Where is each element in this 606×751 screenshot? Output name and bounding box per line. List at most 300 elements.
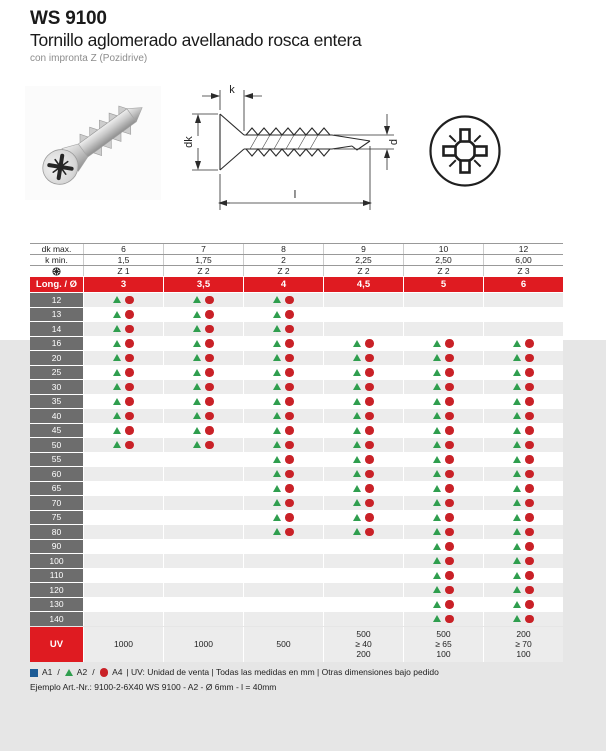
availability-cell <box>324 482 403 496</box>
a2-triangle-icon <box>433 543 441 550</box>
length-label: 120 <box>30 583 83 597</box>
a4-circle-icon <box>525 368 534 377</box>
uv-value-line: 100 <box>436 649 451 659</box>
a2-triangle-icon <box>353 470 361 477</box>
availability-cell <box>324 293 403 307</box>
availability-cell <box>404 540 483 554</box>
dim-label-d: d <box>388 138 400 146</box>
a2-triangle-icon <box>433 398 441 405</box>
a4-circle-icon <box>125 310 134 319</box>
a2-triangle-icon <box>433 528 441 535</box>
availability-cell <box>244 337 323 351</box>
availability-cell <box>404 366 483 380</box>
availability-cell <box>164 453 243 467</box>
length-label: 45 <box>30 424 83 438</box>
diameter-header-label: Long. / Ø <box>30 277 83 292</box>
spec-value: 2,50 <box>403 255 483 265</box>
a2-triangle-icon <box>433 557 441 564</box>
diameter-value: 3,5 <box>164 277 243 292</box>
availability-cell <box>84 395 163 409</box>
a2-triangle-icon <box>113 325 121 332</box>
a2-triangle-icon <box>113 383 121 390</box>
length-label: 110 <box>30 569 83 583</box>
a2-triangle-icon <box>273 514 281 521</box>
diameter-value: 4,5 <box>324 277 403 292</box>
a2-triangle-icon <box>353 354 361 361</box>
uv-row <box>30 627 563 662</box>
spec-row-drive <box>30 265 563 276</box>
availability-cell <box>84 409 163 423</box>
a4-circle-icon <box>125 368 134 377</box>
a4-circle-icon <box>205 412 214 421</box>
availability-cell <box>84 366 163 380</box>
a4-circle-icon <box>125 426 134 435</box>
a4-circle-icon <box>445 542 454 551</box>
availability-cell <box>484 598 563 612</box>
a2-triangle-icon <box>433 369 441 376</box>
a4-circle-icon <box>445 600 454 609</box>
a2-triangle-icon <box>433 456 441 463</box>
a4-circle-icon <box>285 354 294 363</box>
a4-circle-icon <box>205 426 214 435</box>
a4-circle-icon <box>365 484 374 493</box>
availability-cell <box>324 511 403 525</box>
a4-circle-icon <box>100 668 109 677</box>
a4-circle-icon <box>285 513 294 522</box>
availability-cell <box>84 322 163 336</box>
spec-value: Z 2 <box>403 266 483 276</box>
a2-triangle-icon <box>193 340 201 347</box>
a2-triangle-icon <box>113 412 121 419</box>
a2-triangle-icon <box>433 427 441 434</box>
length-label: 90 <box>30 540 83 554</box>
a2-triangle-icon <box>193 311 201 318</box>
uv-value-line: 1000 <box>114 639 133 649</box>
a2-triangle-icon <box>273 412 281 419</box>
availability-cell <box>324 409 403 423</box>
example-line: Ejemplo Art.-Nr.: 9100-2-6X40 WS 9100 - A2 - Ø 6mm - l = 40mm <box>30 682 277 692</box>
legend-notes: | UV: Unidad de venta | Todas las medidas en mm | Otras dimensiones bajo pedido <box>126 667 439 677</box>
a2-triangle-icon <box>353 340 361 347</box>
availability-cell <box>244 424 323 438</box>
availability-cell <box>244 467 323 481</box>
a4-circle-icon <box>525 513 534 522</box>
availability-cell <box>404 351 483 365</box>
uv-value-cell <box>244 627 323 662</box>
a2-triangle-icon <box>273 470 281 477</box>
availability-cell <box>244 351 323 365</box>
availability-cell <box>404 525 483 539</box>
availability-cell <box>244 511 323 525</box>
a4-circle-icon <box>285 383 294 392</box>
a4-circle-icon <box>285 426 294 435</box>
spec-value: 2 <box>243 255 323 265</box>
length-label: 16 <box>30 337 83 351</box>
length-label: 25 <box>30 366 83 380</box>
a4-circle-icon <box>285 339 294 348</box>
availability-cell <box>404 380 483 394</box>
availability-cell <box>324 540 403 554</box>
availability-cell <box>484 467 563 481</box>
length-label: 60 <box>30 467 83 481</box>
a4-circle-icon <box>285 470 294 479</box>
availability-cell <box>84 496 163 510</box>
a2-triangle-icon <box>273 296 281 303</box>
dim-label-k: k <box>229 84 235 96</box>
availability-cell <box>484 409 563 423</box>
a2-triangle-icon <box>433 441 441 448</box>
availability-cell <box>164 293 243 307</box>
spec-value: 12 <box>483 244 563 254</box>
a4-circle-icon <box>125 383 134 392</box>
a2-triangle-icon <box>273 456 281 463</box>
a2-triangle-icon <box>433 383 441 390</box>
availability-cell <box>324 554 403 568</box>
availability-cell <box>164 525 243 539</box>
availability-cell <box>244 554 323 568</box>
a4-circle-icon <box>285 412 294 421</box>
a2-triangle-icon <box>433 572 441 579</box>
a4-circle-icon <box>205 296 214 305</box>
a4-circle-icon <box>365 441 374 450</box>
availability-cell <box>324 366 403 380</box>
availability-cell <box>84 598 163 612</box>
spec-value: 6 <box>83 244 163 254</box>
availability-cell <box>84 612 163 626</box>
a2-triangle-icon <box>273 398 281 405</box>
screw-photo <box>25 86 161 200</box>
length-label: 75 <box>30 511 83 525</box>
length-label: 100 <box>30 554 83 568</box>
availability-cell <box>404 424 483 438</box>
a4-circle-icon <box>525 470 534 479</box>
availability-cell <box>164 540 243 554</box>
a4-circle-icon <box>525 528 534 537</box>
spec-value: 9 <box>323 244 403 254</box>
a2-triangle-icon <box>513 427 521 434</box>
availability-cell <box>484 308 563 322</box>
a2-triangle-icon <box>65 669 73 676</box>
a4-circle-icon <box>365 397 374 406</box>
a4-circle-icon <box>525 542 534 551</box>
a4-circle-icon <box>525 455 534 464</box>
a2-triangle-icon <box>433 586 441 593</box>
spec-value: Z 2 <box>163 266 243 276</box>
uv-value-line: 1000 <box>194 639 213 649</box>
a2-triangle-icon <box>113 311 121 318</box>
a2-triangle-icon <box>433 514 441 521</box>
a2-triangle-icon <box>433 485 441 492</box>
a2-triangle-icon <box>513 340 521 347</box>
uv-value-line: 500 <box>276 639 291 649</box>
page-footer <box>30 667 439 693</box>
availability-cell <box>484 366 563 380</box>
spec-label-k-min: k min. <box>45 255 68 265</box>
a4-circle-icon <box>125 412 134 421</box>
length-label: 40 <box>30 409 83 423</box>
a2-triangle-icon <box>513 601 521 608</box>
a2-triangle-icon <box>513 383 521 390</box>
availability-cell <box>484 569 563 583</box>
a2-triangle-icon <box>353 398 361 405</box>
a4-circle-icon <box>525 600 534 609</box>
a4-circle-icon <box>525 571 534 580</box>
a4-circle-icon <box>445 354 454 363</box>
a2-triangle-icon <box>353 514 361 521</box>
availability-cell <box>404 496 483 510</box>
availability-cell <box>164 612 243 626</box>
a4-circle-icon <box>445 412 454 421</box>
availability-cell <box>84 511 163 525</box>
a2-triangle-icon <box>193 398 201 405</box>
a4-circle-icon <box>525 383 534 392</box>
a4-circle-icon <box>205 383 214 392</box>
a4-circle-icon <box>205 354 214 363</box>
page-subtitle: Tornillo aglomerado avellanado rosca entera <box>30 30 362 50</box>
availability-cell <box>484 351 563 365</box>
availability-cell <box>244 525 323 539</box>
a4-circle-icon <box>445 339 454 348</box>
uv-value-cell <box>484 627 563 662</box>
a2-triangle-icon <box>353 499 361 506</box>
a4-circle-icon <box>205 397 214 406</box>
a4-circle-icon <box>525 339 534 348</box>
availability-cell <box>244 583 323 597</box>
uv-value-line: 500 <box>356 629 371 639</box>
a2-triangle-icon <box>113 398 121 405</box>
a2-triangle-icon <box>353 485 361 492</box>
availability-cell <box>324 612 403 626</box>
a2-triangle-icon <box>513 470 521 477</box>
a2-triangle-icon <box>353 383 361 390</box>
spec-value: 1,75 <box>163 255 243 265</box>
uv-label: UV <box>30 627 83 662</box>
a4-circle-icon <box>445 470 454 479</box>
a2-triangle-icon <box>513 499 521 506</box>
a2-triangle-icon <box>353 412 361 419</box>
availability-cell <box>244 380 323 394</box>
availability-cell <box>244 409 323 423</box>
availability-cell <box>404 293 483 307</box>
availability-cell <box>324 496 403 510</box>
a4-circle-icon <box>445 513 454 522</box>
availability-cell <box>324 424 403 438</box>
a4-circle-icon <box>125 325 134 334</box>
availability-cell <box>484 322 563 336</box>
a4-circle-icon <box>445 571 454 580</box>
availability-cell <box>324 322 403 336</box>
a4-circle-icon <box>445 528 454 537</box>
availability-cell <box>244 482 323 496</box>
screw-photo-graphic <box>25 86 161 200</box>
length-label: 80 <box>30 525 83 539</box>
a2-triangle-icon <box>113 427 121 434</box>
a4-circle-icon <box>525 499 534 508</box>
a2-triangle-icon <box>113 340 121 347</box>
availability-cell <box>324 337 403 351</box>
a4-circle-icon <box>445 368 454 377</box>
a2-triangle-icon <box>513 441 521 448</box>
a2-triangle-icon <box>513 557 521 564</box>
availability-cell <box>164 496 243 510</box>
availability-cell <box>404 395 483 409</box>
a2-triangle-icon <box>273 528 281 535</box>
availability-cell <box>484 482 563 496</box>
a2-triangle-icon <box>513 586 521 593</box>
a2-triangle-icon <box>193 412 201 419</box>
a2-triangle-icon <box>513 398 521 405</box>
a2-triangle-icon <box>513 354 521 361</box>
availability-cell <box>84 351 163 365</box>
availability-cell <box>84 583 163 597</box>
availability-cell <box>244 322 323 336</box>
dim-label-dk: dk <box>183 136 195 148</box>
a4-circle-icon <box>365 455 374 464</box>
a4-circle-icon <box>125 354 134 363</box>
availability-cell <box>484 453 563 467</box>
a2-triangle-icon <box>193 296 201 303</box>
a2-triangle-icon <box>513 369 521 376</box>
availability-cell <box>484 554 563 568</box>
a2-triangle-icon <box>513 572 521 579</box>
availability-cell <box>164 380 243 394</box>
availability-cell <box>84 453 163 467</box>
availability-cell <box>164 322 243 336</box>
a4-circle-icon <box>365 528 374 537</box>
a2-triangle-icon <box>513 485 521 492</box>
availability-cell <box>404 308 483 322</box>
uv-value-line: 200 <box>356 649 371 659</box>
a2-triangle-icon <box>353 427 361 434</box>
a4-circle-icon <box>445 426 454 435</box>
spec-value: Z 2 <box>323 266 403 276</box>
a2-triangle-icon <box>513 528 521 535</box>
a2-triangle-icon <box>193 383 201 390</box>
availability-cell <box>84 569 163 583</box>
availability-cell <box>484 511 563 525</box>
availability-cell <box>404 569 483 583</box>
a2-triangle-icon <box>273 325 281 332</box>
a2-triangle-icon <box>113 354 121 361</box>
availability-cell <box>84 293 163 307</box>
legend-a2-label: A2 <box>76 667 88 677</box>
a2-triangle-icon <box>273 369 281 376</box>
length-availability-grid <box>30 293 563 626</box>
availability-cell <box>84 525 163 539</box>
a4-circle-icon <box>285 397 294 406</box>
size-table <box>30 243 563 662</box>
a2-triangle-icon <box>113 369 121 376</box>
pozidrive-icon <box>52 267 61 276</box>
a2-triangle-icon <box>193 325 201 332</box>
spec-value: 2,25 <box>323 255 403 265</box>
availability-cell <box>404 453 483 467</box>
length-label: 50 <box>30 438 83 452</box>
availability-cell <box>324 351 403 365</box>
a4-circle-icon <box>285 455 294 464</box>
a2-triangle-icon <box>113 441 121 448</box>
availability-cell <box>484 525 563 539</box>
legend-separator: / <box>57 667 60 677</box>
availability-cell <box>484 337 563 351</box>
availability-cell <box>324 308 403 322</box>
a4-circle-icon <box>285 484 294 493</box>
a2-triangle-icon <box>193 369 201 376</box>
diameter-value: 4 <box>244 277 323 292</box>
a2-triangle-icon <box>353 456 361 463</box>
a4-circle-icon <box>525 441 534 450</box>
a2-triangle-icon <box>433 412 441 419</box>
a4-circle-icon <box>365 368 374 377</box>
legend-line <box>30 667 439 678</box>
availability-cell <box>84 380 163 394</box>
a4-circle-icon <box>365 383 374 392</box>
length-label: 35 <box>30 395 83 409</box>
a2-triangle-icon <box>513 514 521 521</box>
availability-cell <box>244 569 323 583</box>
a4-circle-icon <box>205 441 214 450</box>
availability-cell <box>84 337 163 351</box>
a2-triangle-icon <box>113 296 121 303</box>
availability-cell <box>324 453 403 467</box>
a4-circle-icon <box>285 296 294 305</box>
legend-separator: / <box>92 667 95 677</box>
uv-value-line: 200 <box>516 629 531 639</box>
availability-cell <box>164 366 243 380</box>
uv-value-cell <box>324 627 403 662</box>
availability-cell <box>164 409 243 423</box>
a4-circle-icon <box>445 484 454 493</box>
a4-circle-icon <box>285 441 294 450</box>
availability-cell <box>84 482 163 496</box>
diameter-header-row <box>30 277 563 292</box>
a2-triangle-icon <box>273 427 281 434</box>
a4-circle-icon <box>525 426 534 435</box>
a4-circle-icon <box>445 383 454 392</box>
length-label: 30 <box>30 380 83 394</box>
a2-triangle-icon <box>353 528 361 535</box>
spec-row-k-min <box>30 254 563 265</box>
a4-circle-icon <box>445 455 454 464</box>
a4-circle-icon <box>125 441 134 450</box>
availability-cell <box>244 496 323 510</box>
availability-cell <box>324 438 403 452</box>
availability-cell <box>84 438 163 452</box>
a4-circle-icon <box>525 412 534 421</box>
availability-cell <box>164 467 243 481</box>
spec-value: 10 <box>403 244 483 254</box>
availability-cell <box>164 511 243 525</box>
a2-triangle-icon <box>433 470 441 477</box>
a4-circle-icon <box>525 586 534 595</box>
length-label: 20 <box>30 351 83 365</box>
a4-circle-icon <box>525 615 534 624</box>
legend-a4-label: A4 <box>112 667 123 677</box>
uv-value-line: 500 <box>436 629 451 639</box>
a4-circle-icon <box>445 557 454 566</box>
length-label: 13 <box>30 308 83 322</box>
page-note: con impronta Z (Pozidrive) <box>30 53 148 64</box>
a4-circle-icon <box>125 339 134 348</box>
a4-circle-icon <box>525 354 534 363</box>
spec-value: Z 2 <box>243 266 323 276</box>
a2-triangle-icon <box>273 311 281 318</box>
availability-cell <box>404 409 483 423</box>
spec-value: 1,5 <box>83 255 163 265</box>
a4-circle-icon <box>205 310 214 319</box>
a4-circle-icon <box>525 484 534 493</box>
a4-circle-icon <box>285 368 294 377</box>
